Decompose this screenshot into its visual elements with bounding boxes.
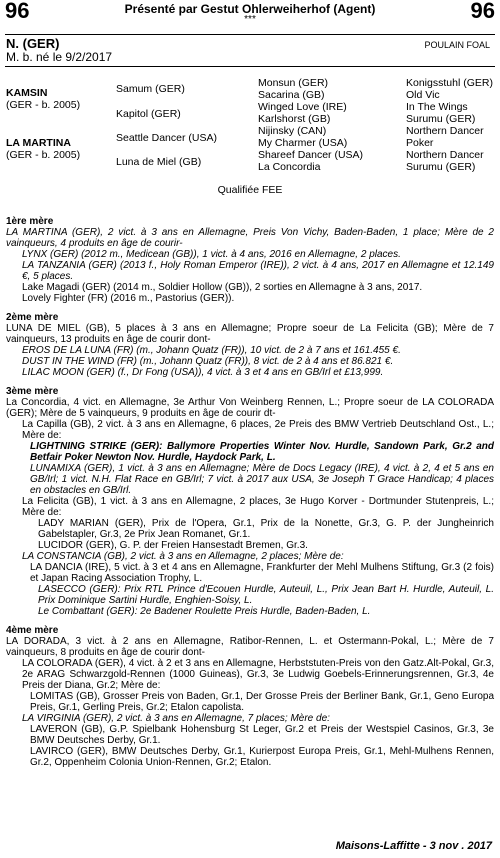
gen3-3: Winged Love (IRE) (258, 101, 347, 113)
lot-number-right: 96 (470, 0, 495, 23)
gen3-6: My Charmer (USA) (258, 137, 348, 149)
gen3-4: Karlshorst (GB) (258, 113, 331, 125)
third-dam-grandproduce-5: LA DANCIA (IRE), 5 vict. à 3 et 4 ans en Allemagne, Frankfurter der Mehl Mulhens Stiftung, Gr.3 (2 fois) et Japan Racing Association Trophy, L. (30, 562, 494, 584)
fourth-dam-title: 4ème mère (6, 625, 59, 636)
fourth-dam-text: LA DORADA, 3 vict. à 2 ans en Allemagne, Ratibor-Rennen, L. et Ostermann-Pokal, L.; Mère de 7 vainqueurs, 8 produits en âge de courir dont- (6, 636, 494, 658)
dam-info: (GER - b. 2005) (6, 149, 81, 161)
first-dam-text: LA MARTINA (GER), 2 vict. à 3 ans en Allemagne, Preis Von Vichy, Baden-Baden, 1 place; Mère de 2 vainqueurs, 4 produits en âge de courir- (6, 227, 494, 249)
third-dam-grandproduce-2: LUNAMIXA (GER), 1 vict. à 3 ans en Allemagne; Mère de Docs Legacy (IRE), 4 vict. à 2, 4 et 5 ans en GB/Irl; 1 vict. N.H. Flat Race en GB/Irl; 7 vict. à 2017 aux USA, 3e Joseph T Grace Handicap; 4 places en obstacles en GB/Irl. (30, 463, 494, 496)
sire-name: KAMSIN (6, 87, 48, 99)
gen4-4: Surumu (GER) (406, 113, 476, 125)
gen3-2: Sacarina (GB) (258, 89, 325, 101)
sire-info: (GER - b. 2005) (6, 99, 81, 111)
horse-name: N. (GER) (6, 36, 60, 51)
second-dam-title: 2ème mère (6, 312, 59, 323)
third-dam-grandproduce-7: Le Combattant (GER): 2e Badener Roulette Preis Hurdle, Baden-Baden, L. (38, 606, 371, 617)
gen4-8: Surumu (GER) (406, 161, 476, 173)
second-dam-produce-1: EROS DE LA LUNA (FR) (m., Johann Quatz (FR)), 10 vict. de 2 à 7 ans et 161.455 €. (22, 345, 401, 356)
fourth-dam-produce-2: LA VIRGINIA (GER), 2 vict. à 3 ans en Allemagne, 7 places; Mère de: (22, 713, 330, 724)
third-dam-text: La Concordia, 4 vict. en Allemagne, 3e Arthur Von Weinberg Rennen, L.; Propre soeur de LA COLORADA (GER); Mère de 5 vainqueurs, 9 produits en âge de courir dt- (6, 397, 494, 419)
horse-sex: POULAIN FOAL (424, 40, 490, 50)
gen4-5: Northern Dancer (406, 125, 484, 137)
horse-description: M. b. né le 9/2/2017 (6, 50, 113, 64)
third-dam-produce-2: La Felicita (GB), 1 vict. à 3 ans en Allemagne, 2 places, 3e Hugo Korver - Dortmunder Stutenpreis, L.; Mère de: (22, 496, 494, 518)
second-dam-produce-3: LILAC MOON (GER) (f., Dr Fong (USA)), 4 vict. à 3 et 4 ans en GB/Irl et £13,999. (22, 367, 384, 378)
gen4-7: Northern Dancer (406, 149, 484, 161)
gen4-2: Old Vic (406, 89, 440, 101)
dam-name: LA MARTINA (6, 137, 71, 149)
pedigree-rule (5, 66, 495, 67)
third-dam-grandproduce-3: LADY MARIAN (GER), Prix de l'Opera, Gr.1, Prix de la Nonette, Gr.3, G. P. der Jungheinrich Gabelstapler, Gr.3, 2e Prix Jean Romanet, Gr.1. (38, 518, 494, 540)
first-dam-produce-4: Lovely Fighter (FR) (2016 m., Pastorius (GER)). (22, 293, 235, 304)
second-dam-produce-2: DUST IN THE WIND (FR) (m., Johann Quatz (FR)), 8 vict. de 2 à 4 ans et 86.821 €. (22, 356, 394, 367)
gen2-1: Samum (GER) (116, 83, 185, 95)
first-dam-produce-1: LYNX (GER) (2012 m., Medicean (GB)), 1 vict. à 4 ans, 2016 en Allemagne, 2 places. (22, 249, 401, 260)
third-dam-grandproduce-1: LIGHTNING STRIKE (GER): Ballymore Properties Winter Nov. Hurdle, Sandown Park, Gr.2 and Betfair Poker Newton Nov. Hurdle, Haydock Park, L. (30, 441, 494, 463)
third-dam-grandproduce-4: LUCIDOR (GER), G. P. der Freien Hansestadt Bremen, Gr.3. (38, 540, 308, 551)
first-dam-produce-3: Lake Magadi (GER) (2014 m., Soldier Hollow (GB)), 2 sorties en Allemagne à 3 ans, 2017. (22, 282, 423, 293)
gen3-5: Nijinsky (CAN) (258, 125, 327, 137)
fourth-dam-produce-1: LA COLORADA (GER), 4 vict. à 2 et 3 ans en Allemagne, Herbststuten-Preis von den Gatz.Alt-Pokal, Gr.3, 2e ARAG Schwarzgold-Rennen (1000 Guineas), Gr.3, 3e Ludwig Goebels-Erinnerungsrennen, Gr.3, 4e Preis der Diana, Gr.2; Mère de: (22, 658, 494, 691)
consignor: Présenté par Gestut Ohlerweiherhof (Agent) (124, 2, 376, 16)
third-dam-produce-3: LA CONSTANCIA (GB), 2 vict. à 3 ans en Allemagne, 2 places; Mère de: (22, 551, 344, 562)
third-dam-produce-1: La Capilla (GB), 2 vict. à 3 ans en Allemagne, 6 places, 2e Preis des BMW Vertrieb Deutschland Ost., L.; Mère de: (22, 419, 494, 441)
qualification: Qualifiée FEE (217, 184, 283, 196)
gen4-6: Poker (406, 137, 434, 149)
gen2-3: Seattle Dancer (USA) (116, 132, 217, 144)
third-dam-grandproduce-6: LASECCO (GER): Prix RTL Prince d'Ecouen Hurdle, Auteuil, L., Prix Jean Bart H. Hurdle, Auteuil, L. Prix Dominique Sartini Hurdle, Enghien-Soisy, L. (38, 584, 494, 606)
third-dam-title: 3ème mère (6, 386, 59, 397)
gen3-1: Monsun (GER) (258, 77, 329, 89)
lot-number-left: 96 (5, 0, 30, 23)
first-dam-title: 1ère mère (6, 216, 54, 227)
gen3-7: Shareef Dancer (USA) (258, 149, 364, 161)
fourth-dam-grandproduce-1: LOMITAS (GB), Grosser Preis von Baden, Gr.1, Der Grosse Preis der Berliner Bank, Gr.1, Geno Europa Preis, Gr.1, Gerling Preis, Gr.2; Etalon capolista. (30, 691, 494, 713)
stars: *** (244, 14, 256, 25)
gen4-1: Konigsstuhl (GER) (406, 77, 493, 89)
gen2-4: Luna de Miel (GB) (116, 156, 202, 168)
gen4-3: In The Wings (406, 101, 468, 113)
gen2-2: Kapitol (GER) (116, 108, 181, 120)
gen3-8: La Concordia (258, 161, 321, 173)
second-dam-text: LUNA DE MIEL (GB), 5 places à 3 ans en Allemagne; Propre soeur de La Felicita (GB); Mère de 7 vainqueurs, 13 produits en âge de courir dont- (6, 323, 494, 345)
sale-footer: Maisons-Laffitte - 3 nov . 2017 (335, 840, 492, 852)
first-dam-produce-2: LA TANZANIA (GER) (2013 f., Holy Roman Emperor (IRE)), 2 vict. à 4 ans, 2017 en Allemagne et 12.149 €, 5 places. (22, 260, 494, 282)
fourth-dam-grandproduce-2: LAVERON (GB), G.P. Spielbank Hohensburg St Leger, Gr.2 et Preis der Westspiel Casinos, Gr.3, 3e BMW Deutsches Derby, Gr.1. (30, 724, 494, 746)
fourth-dam-grandproduce-3: LAVIRCO (GER), BMW Deutsches Derby, Gr.1, Kurierpost Europa Preis, Gr.1, Mehl-Mulhens Rennen, Gr.2, Oppenheim Colonia Union-Rennen, Gr.2; Etalon. (30, 746, 494, 768)
top-rule (5, 34, 495, 35)
family-section (6, 208, 494, 768)
